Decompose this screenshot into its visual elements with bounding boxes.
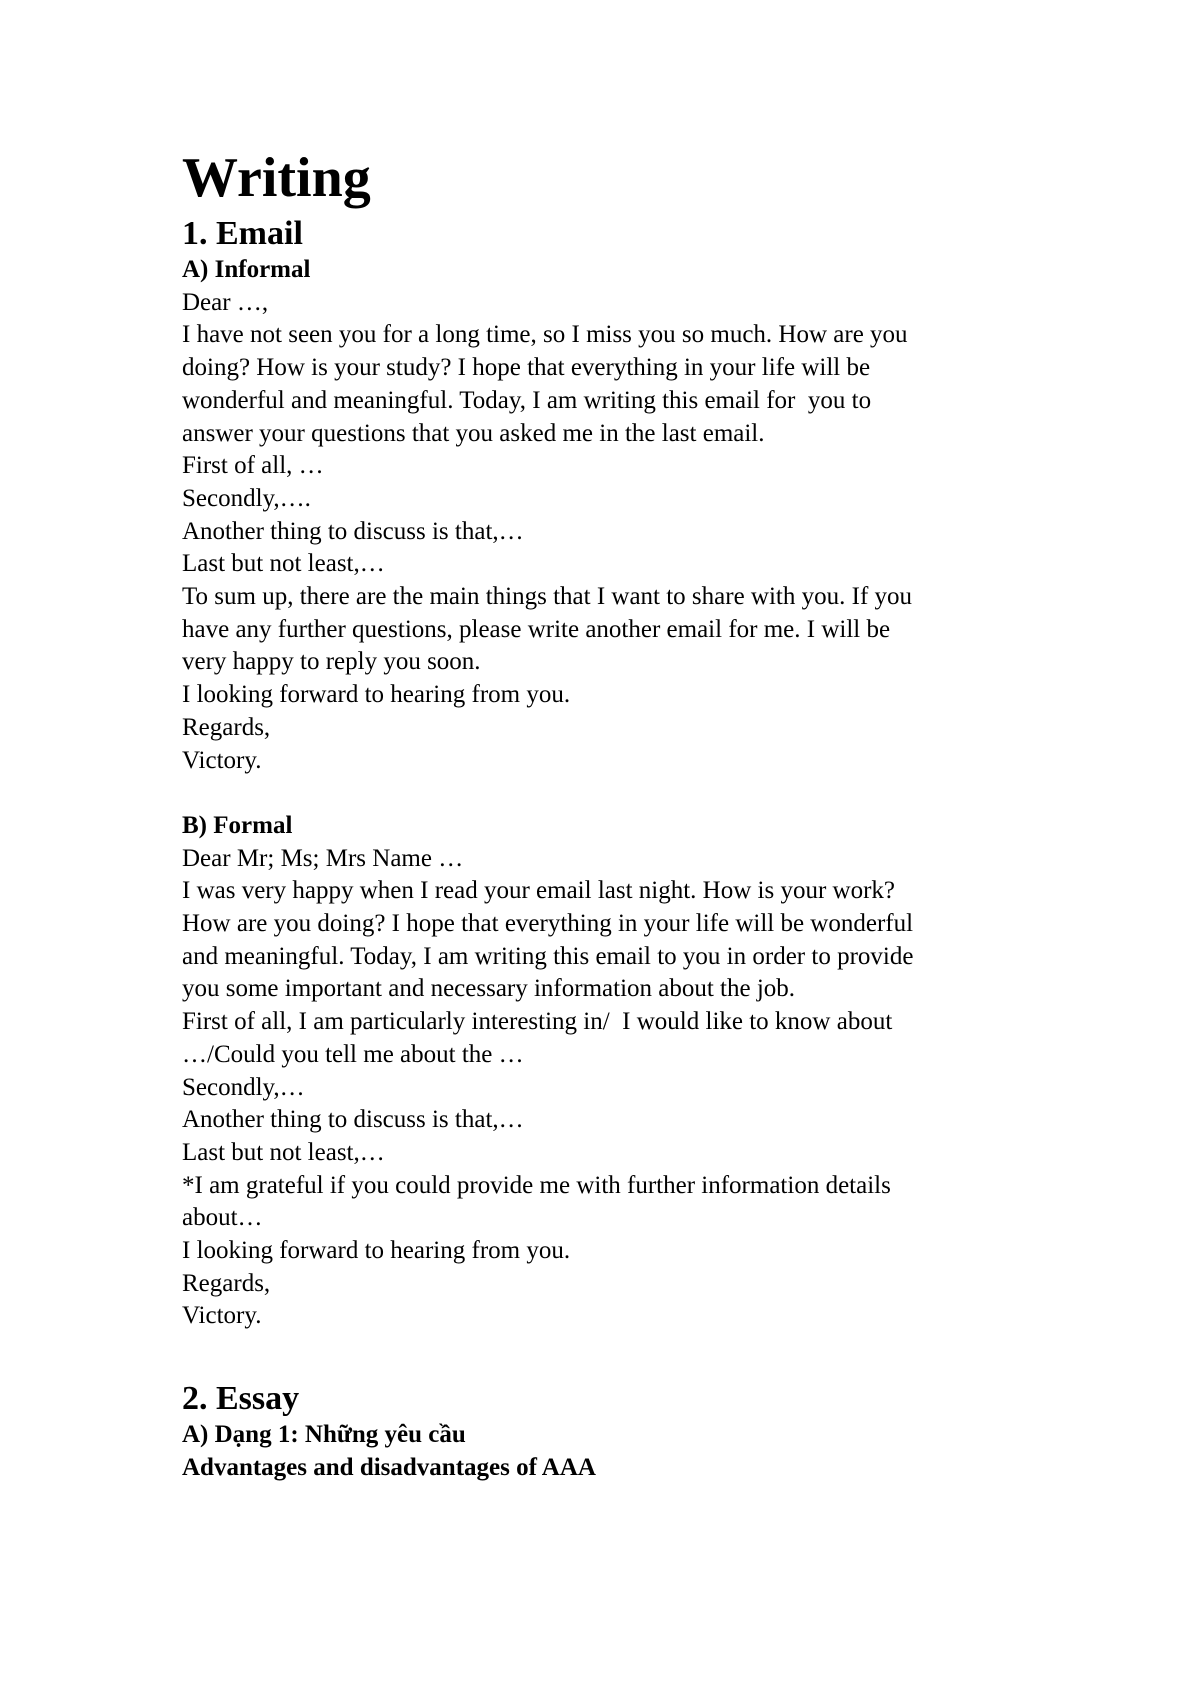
paragraph-line: I looking forward to hearing from you. — [182, 681, 571, 709]
subheading-formal: B) Formal — [182, 811, 293, 839]
paragraph-line: I looking forward to hearing from you. — [182, 1237, 571, 1265]
subheading-informal: A) Informal — [182, 256, 311, 283]
paragraph-line: doing? How is your study? I hope that everything in your life will be — [182, 354, 871, 382]
paragraph-line: Regards, — [182, 713, 271, 741]
paragraph-line: Dear Mr; Ms; Mrs Name … — [182, 844, 464, 872]
paragraph-line: and meaningful. Today, I am writing this email to you in order to provide — [182, 942, 914, 970]
document-title: Writing — [182, 147, 371, 209]
blank-line — [182, 1333, 1082, 1379]
paragraph-line: *I am grateful if you could provide me with further information details — [182, 1171, 891, 1199]
paragraph-line: answer your questions that you asked me in the last email. — [182, 419, 765, 447]
paragraph-line: Secondly,…. — [182, 484, 311, 512]
paragraph-line: Victory. — [182, 1302, 262, 1330]
paragraph-line: I was very happy when I read your email last night. How is your work? — [182, 877, 896, 905]
paragraph-line: Last but not least,… — [182, 1138, 385, 1166]
formal-email-body — [182, 843, 1082, 1334]
subheading-essay-type1: A) Dạng 1: Những yêu cầu — [182, 1421, 466, 1449]
informal-email-body — [182, 287, 1082, 778]
subheading-advantages: Advantages and disadvantages of AAA — [182, 1453, 596, 1481]
paragraph-line: very happy to reply you soon. — [182, 648, 481, 676]
paragraph-line: To sum up, there are the main things that I want to share with you. If you — [182, 583, 913, 611]
paragraph-line: Last but not least,… — [182, 550, 385, 578]
paragraph-line: How are you doing? I hope that everything in your life will be wonderful — [182, 910, 914, 938]
paragraph-line: wonderful and meaningful. Today, I am writing this email for you to — [182, 386, 872, 414]
blank-line — [182, 777, 1082, 810]
paragraph-line: Dear …, — [182, 288, 269, 316]
section-heading-email: 1. Email — [182, 215, 303, 252]
paragraph-line: Another thing to discuss is that,… — [182, 517, 524, 545]
document-page — [182, 146, 1082, 1485]
paragraph-line: First of all, … — [182, 452, 324, 480]
paragraph-line: Regards, — [182, 1269, 271, 1297]
paragraph-line: Another thing to discuss is that,… — [182, 1106, 524, 1134]
paragraph-line: I have not seen you for a long time, so I miss you so much. How are you — [182, 321, 908, 349]
paragraph-line: Victory. — [182, 746, 262, 774]
paragraph-line: you some important and necessary information about the job. — [182, 975, 796, 1003]
paragraph-line: about… — [182, 1204, 263, 1232]
section-heading-essay: 2. Essay — [182, 1380, 300, 1418]
paragraph-line: have any further questions, please write another email for me. I will be — [182, 615, 891, 643]
paragraph-line: …/Could you tell me about the … — [182, 1040, 524, 1068]
paragraph-line: Secondly,… — [182, 1073, 305, 1101]
paragraph-line: First of all, I am particularly interesting in/ I would like to know about — [182, 1008, 893, 1036]
